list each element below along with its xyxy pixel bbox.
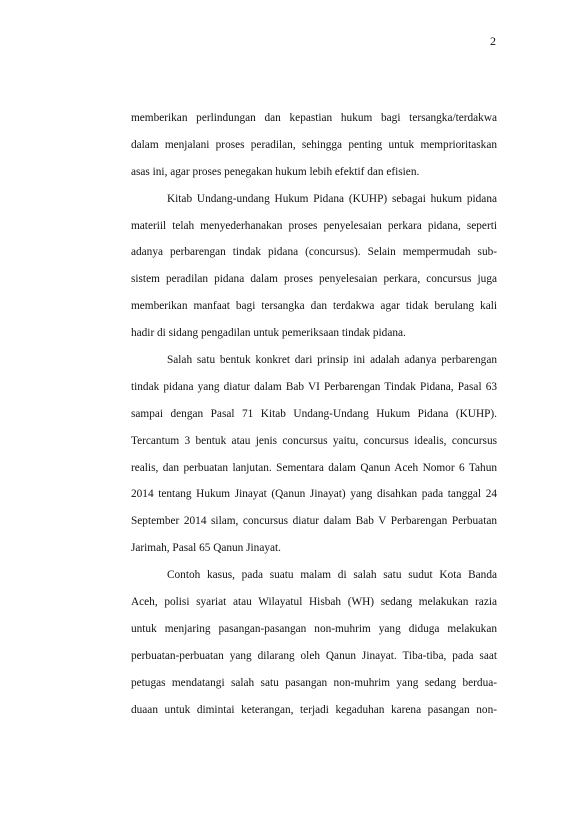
text-line: duaan untuk dimintai keterangan, terjadi kegaduhan karena pasangan non-	[131, 703, 497, 716]
text-line: tindak pidana yang diatur dalam Bab VI Perbarengan Tindak Pidana, Pasal 63	[131, 380, 497, 393]
text-line: asas ini, agar proses penegakan hukum lebih efektif dan efisien.	[131, 165, 420, 178]
text-line: petugas mendatangi salah satu pasangan non-muhrim yang sedang berdua-	[131, 676, 497, 689]
text-line: memberikan manfaat bagi tersangka dan terdakwa agar tidak berulang kali	[131, 300, 497, 313]
text-line: untuk menjaring pasangan-pasangan non-muhrim yang diduga melakukan	[131, 622, 497, 635]
text-line: memberikan perlindungan dan kepastian hukum bagi tersangka/terdakwa	[131, 112, 497, 124]
text-line: 2014 tentang Hukum Jinayat (Qanun Jinayat) yang disahkan pada tanggal 24	[131, 488, 497, 501]
text-line: dalam menjalani proses peradilan, sehingga penting untuk memprioritaskan	[131, 138, 497, 151]
text-line: September 2014 silam, concursus diatur dalam Bab V Perbarengan Perbuatan	[131, 515, 497, 528]
text-line: sampai dengan Pasal 71 Kitab Undang-Undang Hukum Pidana (KUHP).	[131, 407, 497, 420]
text-line: Aceh, polisi syariat atau Wilayatul Hisbah (WH) sedang melakukan razia	[131, 596, 497, 609]
text-line: realis, dan perbuatan lanjutan. Sementara dalam Qanun Aceh Nomor 6 Tahun	[131, 461, 497, 474]
text-line: materiil telah menyederhanakan proses penyelesaian perkara pidana, seperti	[131, 219, 497, 232]
body-text	[131, 105, 497, 723]
text-line: Jarimah, Pasal 65 Qanun Jinayat.	[131, 542, 281, 555]
paragraph-first-line: Salah satu bentuk konkret dari prinsip ini adalah adanya perbarengan	[167, 354, 497, 367]
text-line: Tercantum 3 bentuk atau jenis concursus yaitu, concursus idealis, concursus	[131, 434, 497, 447]
text-line: hadir di sidang pengadilan untuk pemeriksaan tindak pidana.	[131, 327, 406, 340]
page-number: 2	[490, 34, 496, 48]
text-line: perbuatan-perbuatan yang dilarang oleh Qanun Jinayat. Tiba-tiba, pada saat	[131, 649, 497, 662]
text-line: adanya perbarengan tindak pidana (concursus). Selain mempermudah sub-	[131, 246, 497, 259]
paragraph-first-line: Contoh kasus, pada suatu malam di salah satu sudut Kota Banda	[167, 569, 497, 582]
paragraph-first-line: Kitab Undang-undang Hukum Pidana (KUHP) sebagai hukum pidana	[167, 192, 497, 205]
text-line: sistem peradilan pidana dalam proses penyelesaian perkara, concursus juga	[131, 273, 497, 286]
